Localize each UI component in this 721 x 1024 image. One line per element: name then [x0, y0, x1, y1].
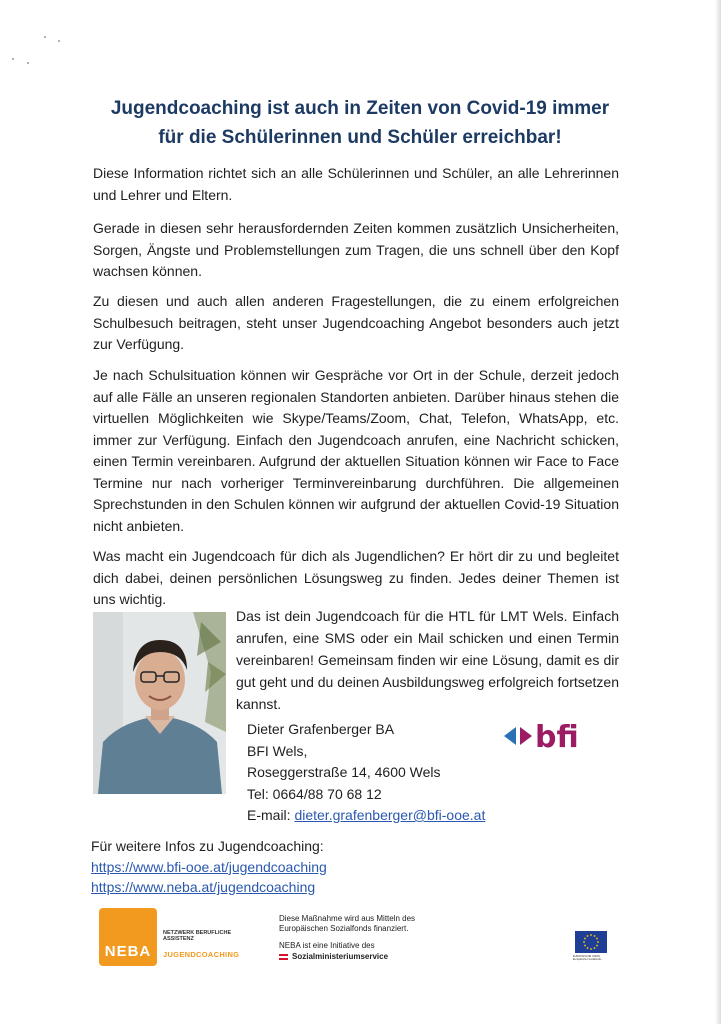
paragraph-offer: Zu diesen und auch allen anderen Fragestellungen, die zu einem erfolgreichen Schulbesuch beitragen, steht unser Jugendcoaching Angebot besonders auch jetzt zur Verfügung. [93, 293, 619, 352]
scan-speck [58, 40, 60, 42]
contact-email-row [247, 805, 507, 827]
ministry-name: Sozialministeriumservice [292, 952, 389, 961]
paragraph-audience: Diese Information richtet sich an alle Schülerinnen und Schüler, an alle Lehrerinnen und Lehrer und Eltern. [93, 165, 619, 203]
more-info [91, 836, 491, 898]
page-title [70, 94, 650, 152]
neba-jugendcoaching-link[interactable]: https://www.neba.at/jugendcoaching [91, 879, 316, 895]
neba-logo-text: NEBA [104, 943, 152, 960]
contact-org: BFI Wels, [247, 742, 308, 759]
page-edge-shadow [715, 0, 721, 1024]
funding-note: Diese Maßnahme wird aus Mitteln des Europäischen Sozialfonds finanziert. [279, 914, 416, 933]
neba-logo [99, 908, 157, 966]
more-info-label: Für weitere Infos zu Jugendcoaching: [91, 838, 324, 854]
eu-flag-icon [575, 931, 607, 953]
contact-address: Roseggerstraße 14, 4600 Wels [247, 764, 441, 780]
title-line-2: für die Schülerinnen und Schüler erreichbar! [158, 127, 562, 148]
initiative-note: NEBA ist eine Initiative des [279, 941, 375, 950]
contact-block [247, 719, 507, 827]
title-line-1: Jugendcoaching ist auch in Zeiten von Covid-19 immer [110, 98, 610, 119]
ministry-label [279, 952, 388, 962]
bfi-logo-text: bfi [535, 720, 579, 753]
coach-intro: Das ist dein Jugendcoach für die HTL für LMT Wels. Einfach anrufen, eine SMS oder ein Mail schicken und einen Termin vereinbaren! Gemeinsam finden wir eine Lösung, damit es dir gut geht und du deinen Ausbildungsweg erfolgreich fortsetzen kannst. [236, 608, 619, 712]
scan-speck [44, 36, 46, 38]
email-label: E-mail: [247, 807, 295, 823]
contact-phone[interactable]: Tel: 0664/88 70 68 12 [247, 785, 382, 802]
scan-speck [27, 62, 29, 64]
coach-photo [93, 612, 226, 794]
paragraph-role: Was macht ein Jugendcoach für dich als Jugendlichen? Er hört dir zu und begleitet dich dabei, deinen persönlichen Lösungsweg zu finden. Jedes deiner Themen ist uns wichtig. [93, 548, 619, 607]
austria-flag-icon [279, 954, 288, 960]
paragraph-options: Je nach Schulsituation können wir Gespräche vor Ort in der Schule, derzeit jedoch auf alle Fälle an unseren regionalen Standorten anbieten. Darüber hinaus stehen die virtuellen Möglichkeiten wie Skype/Teams/Zoom, Chat, Telefon, WhatsApp, etc. immer zur Verfügung. Einfach den Jugendcoach anrufen, eine Nachricht schicken, einen Termin vereinbaren. Aufgrund der aktuellen Situation können wir Face to Face Termine nur nach vorheriger Terminvereinbarung durchführen. Die allgemeinen Sprechstunden in den Schulen können wir aufgrund der aktuellen Covid-19 Situation nicht anbieten. [93, 367, 619, 534]
neba-network-label: NETZWERK BERUFLICHE ASSISTENZ [163, 930, 232, 942]
email-link[interactable]: dieter.grafenberger@bfi-ooe.at [294, 807, 486, 823]
eu-caption: EUROPÄISCHE UNION Europäischer Sozialfonds [573, 955, 602, 961]
paragraph-context: Gerade in diesen sehr herausfordernden Zeiten kommen zusätzlich Unsicherheiten, Sorgen, Ängste und Problemstellungen zum Tragen, die uns schnell über den Kopf wachsen können. [93, 220, 619, 279]
bfi-logo [502, 719, 614, 753]
scan-speck [12, 58, 14, 60]
neba-program-label: JUGENDCOACHING [163, 950, 240, 959]
contact-name: Dieter Grafenberger BA [247, 721, 395, 737]
bfi-jugendcoaching-link[interactable]: https://www.bfi-ooe.at/jugendcoaching [91, 858, 327, 875]
